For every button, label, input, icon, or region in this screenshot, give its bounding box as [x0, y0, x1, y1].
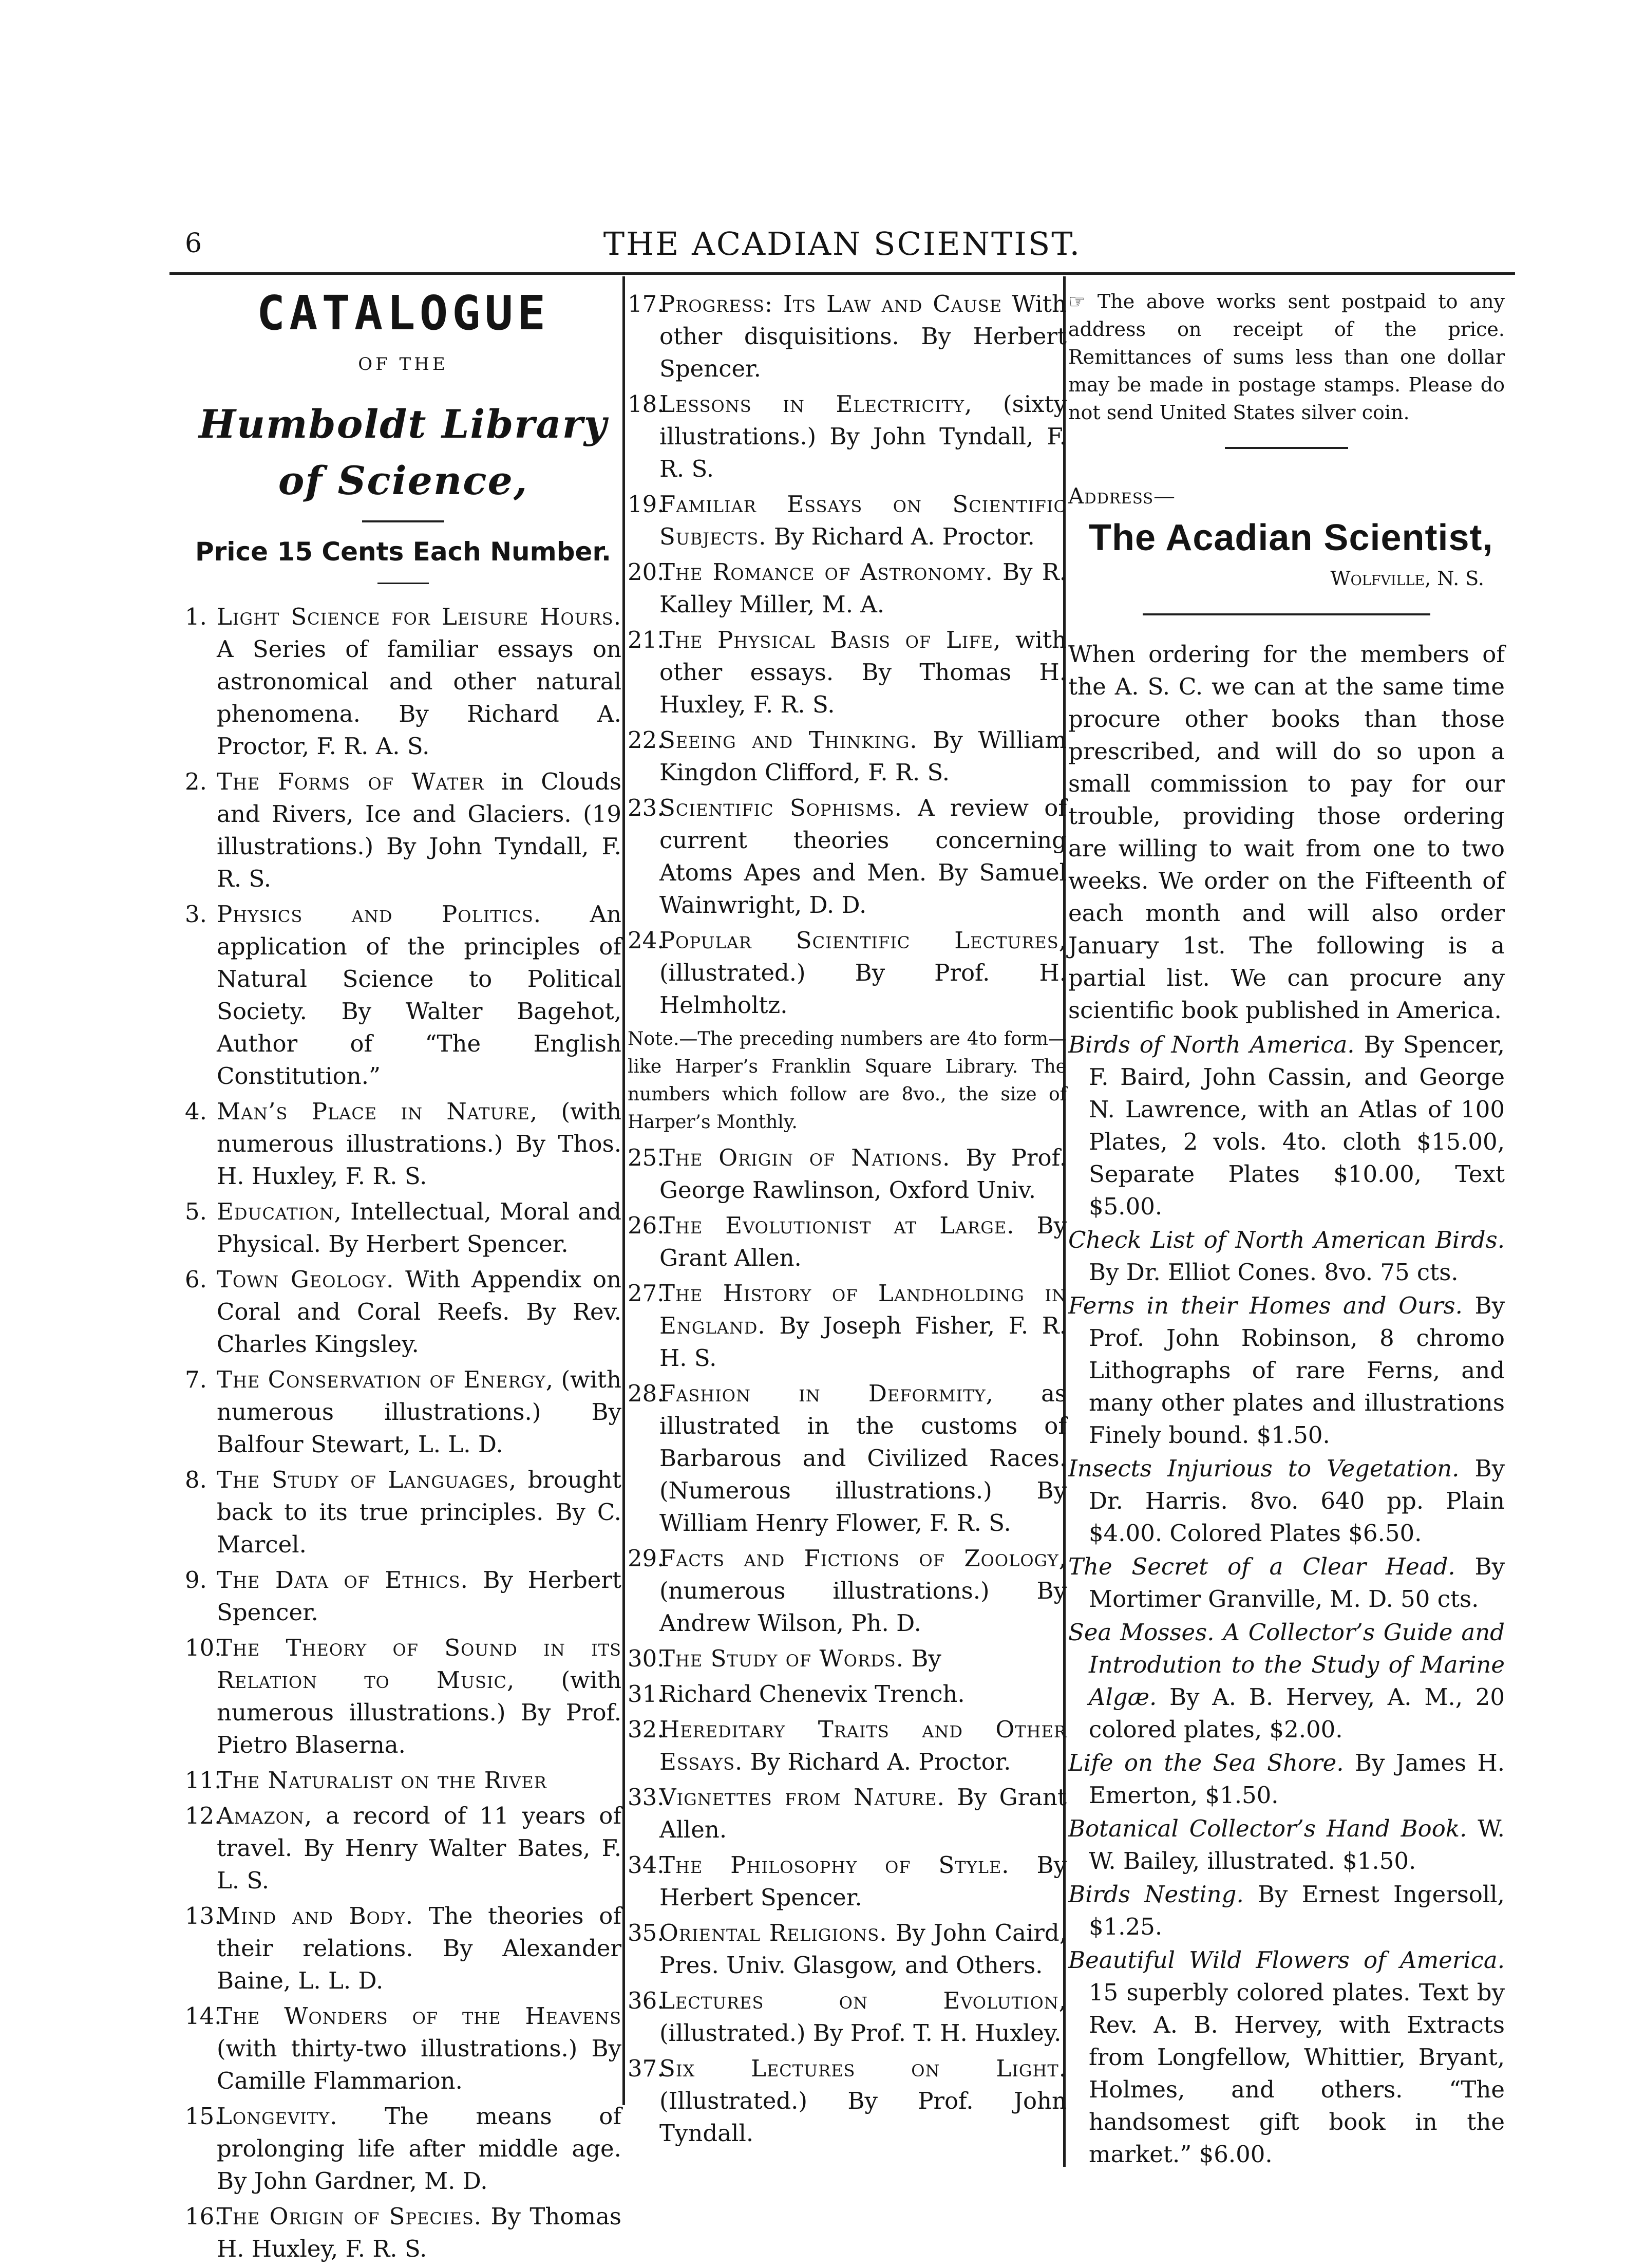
- entry-description: By Thomas H. Huxley, F. R. S.: [217, 2203, 622, 2262]
- book-title: Sea Mosses. A Collector’s Guide and Introdution to the Study of Marine Algæ.: [1068, 1619, 1505, 1711]
- entry-number: 35.: [628, 1919, 665, 1946]
- entry-description: in Clouds and Rivers, Ice and Glaciers. (19 illustrations.) By John Tyndall, F. R. S.: [217, 768, 621, 892]
- entry-number: 16.: [185, 2203, 222, 2230]
- book-entry: [1068, 1550, 1505, 1615]
- entry-title: The Evolutionist at Large.: [659, 1212, 1015, 1239]
- entry-description: By John Caird, Pres. Univ. Glasgow, and Others.: [659, 1919, 1067, 1979]
- address-rule: [1143, 613, 1430, 615]
- entry-title: The Study of Words.: [659, 1645, 904, 1672]
- catalogue-entry: [185, 1764, 621, 1796]
- entry-description: An application of the principles of Natural Science to Political Society. By Walter Bagehot, Author of “The English Constitution.”: [217, 901, 621, 1090]
- entry-title: Town Geology.: [217, 1266, 394, 1293]
- entry-description: (with numerous illustrations.) By Prof. Pietro Blaserna.: [217, 1666, 621, 1758]
- title-rule: [362, 520, 444, 522]
- catalogue-list-1: [185, 601, 621, 2265]
- magazine-name: The Acadian Scientist,: [1089, 517, 1493, 558]
- entry-title: Longevity.: [217, 2103, 338, 2130]
- entry-number: 15.: [185, 2103, 222, 2130]
- entry-description: (numerous illustrations.) By Andrew Wilson, Ph. D.: [659, 1577, 1067, 1637]
- entry-number: 19.: [628, 491, 665, 518]
- catalogue-list-2b: [628, 1141, 1067, 2149]
- column-2: [628, 288, 1067, 2152]
- entry-title: Hereditary Traits and Other Essays.: [659, 1716, 1067, 1775]
- entry-description: as illustrated in the customs of Barbarous and Civilized Races. (Numerous illustrations.) By William Henry Flower, F. R. S.: [659, 1380, 1067, 1536]
- entry-description: By Richard A. Proctor.: [766, 523, 1035, 550]
- entry-description: Intellectual, Moral and Physical. By Herbert Spencer.: [217, 1198, 621, 1258]
- entry-number: 33.: [628, 1784, 665, 1811]
- header-rule: [169, 272, 1515, 275]
- book-entry: [1068, 1878, 1505, 1943]
- entry-number: 7.: [185, 1366, 207, 1393]
- book-details: By James H. Emerton, $1.50.: [1089, 1749, 1505, 1809]
- entry-title: Scientific Sophisms.: [659, 794, 902, 821]
- catalogue-entry: [628, 1209, 1067, 1274]
- entry-number: 23.: [628, 794, 665, 821]
- book-details: By A. B. Hervey, A. M., 20 colored plates, $2.00.: [1089, 1683, 1505, 1743]
- book-title: Birds of North America.: [1068, 1031, 1355, 1058]
- entry-description: The theories of their relations. By Alexander Baine, L. L. D.: [217, 1902, 621, 1994]
- entry-description: By William Kingdon Clifford, F. R. S.: [659, 726, 1067, 786]
- catalogue-entry: [628, 1678, 1067, 1710]
- entry-number: 27.: [628, 1280, 665, 1307]
- notice-rule: [1225, 447, 1348, 449]
- catalogue-entry: [185, 1632, 621, 1761]
- catalogue-entry: [185, 2100, 621, 2197]
- entry-description: By Grant Allen.: [659, 1212, 1067, 1271]
- entry-number: 21.: [628, 626, 665, 653]
- entry-number: 29.: [628, 1545, 665, 1572]
- entry-number: 3.: [185, 901, 207, 928]
- entry-title: The Naturalist on the River: [217, 1767, 547, 1794]
- entry-title: The Theory of Sound in its Relation to Music,: [217, 1634, 621, 1694]
- entry-title: The Physical Basis of Life,: [659, 626, 1001, 653]
- entry-description: (with numerous illustrations.) By Thos. H. Huxley, F. R. S.: [217, 1098, 621, 1190]
- catalogue-entry: [185, 898, 621, 1092]
- entry-description: (with numerous illustrations.) By Balfour Stewart, L. L. D.: [217, 1366, 621, 1458]
- column-3: [1068, 288, 1505, 2171]
- entry-title: Light Science for Leisure Hours.: [217, 603, 621, 630]
- book-list: [1068, 1028, 1505, 2170]
- book-details: By Dr. Elliot Cones. 8vo. 75 cts.: [1089, 1259, 1459, 1286]
- entry-number: 18.: [628, 390, 665, 418]
- entry-number: 30.: [628, 1645, 665, 1672]
- entry-title: Vignettes from Nature.: [659, 1784, 945, 1811]
- catalogue-entry: [628, 792, 1067, 921]
- entry-title: Lessons in Electricity,: [659, 390, 973, 418]
- catalogue-entry: [628, 556, 1067, 621]
- catalogue-entry: [628, 288, 1067, 385]
- catalogue-entry: [628, 2052, 1067, 2149]
- entry-number: 2.: [185, 768, 207, 795]
- entry-title: Fashion in Deformity,: [659, 1380, 994, 1407]
- book-details: By Ernest Ingersoll, $1.25.: [1089, 1881, 1505, 1940]
- entry-number: 4.: [185, 1098, 207, 1125]
- entry-description: (illustrated.) By Prof. T. H. Huxley.: [659, 2019, 1062, 2047]
- address-label: Address—: [1068, 483, 1176, 509]
- entry-description: With Appendix on Coral and Coral Reefs. By Rev. Charles Kingsley.: [217, 1266, 621, 1358]
- entry-description: By R. Kalley Miller, M. A.: [659, 558, 1067, 618]
- catalogue-entry: [185, 1900, 621, 1997]
- book-title: Ferns in their Homes and Ours.: [1068, 1292, 1463, 1319]
- entry-description: By Prof. George Rawlinson, Oxford Univ.: [659, 1144, 1067, 1204]
- book-entry: [1068, 1616, 1505, 1746]
- entry-title: Amazon,: [217, 1802, 313, 1829]
- book-entry: [1068, 1224, 1505, 1288]
- entry-number: 11.: [185, 1767, 222, 1794]
- book-details: W. W. Bailey, illustrated. $1.50.: [1089, 1815, 1505, 1875]
- catalogue-entry: [185, 1363, 621, 1460]
- entry-number: 20.: [628, 558, 665, 586]
- entry-title: Facts and Fictions of Zoology,: [659, 1545, 1067, 1572]
- entry-title: The Forms of Water: [217, 768, 484, 795]
- column-divider-1: [622, 276, 625, 2105]
- entry-description: (sixty illustrations.) By John Tyndall, F. R. S.: [659, 390, 1067, 482]
- entry-title: The Study of Languages,: [217, 1466, 517, 1493]
- catalogue-entry: [628, 1542, 1067, 1639]
- entry-number: 9.: [185, 1566, 207, 1594]
- book-details: By Spencer, F. Baird, John Cassin, and George N. Lawrence, with an Atlas of 100 Plates, 2 vols. 4to. cloth $15.00, Separate Plates $10.00, Text $5.00.: [1089, 1031, 1505, 1220]
- running-header: [169, 225, 1515, 266]
- entry-number: 14.: [185, 2002, 222, 2030]
- entry-number: 25.: [628, 1144, 665, 1171]
- entry-description: A Series of familiar essays on astronomical and other natural phenomena. By Richard A. Proctor, F. R. A. S.: [217, 635, 621, 760]
- catalogue-entry: [628, 1984, 1067, 2049]
- catalogue-entry: [185, 1263, 621, 1360]
- entry-title: The History of Landholding in England.: [659, 1280, 1067, 1339]
- catalogue-entry: [628, 388, 1067, 485]
- page-number: 6: [185, 228, 202, 259]
- entry-title: Progress: Its Law and Cause: [659, 290, 1002, 317]
- entry-title: Education,: [217, 1198, 342, 1225]
- entry-description: Richard Chenevix Trench.: [659, 1680, 965, 1708]
- book-entry: [1068, 1812, 1505, 1877]
- entry-number: 32.: [628, 1716, 665, 1743]
- entry-description: A review of current theories concerning Atoms Apes and Men. By Samuel Wainwright, D. D.: [659, 794, 1067, 919]
- catalogue-entry: [628, 1781, 1067, 1846]
- book-entry: [1068, 1944, 1505, 2170]
- catalogue-entry: [628, 1713, 1067, 1778]
- catalogue-list-2a: [628, 288, 1067, 1021]
- catalogue-entry: [185, 1800, 621, 1897]
- book-entry: [1068, 1452, 1505, 1549]
- entry-description: (with thirty-two illustrations.) By Camille Flammarion.: [217, 2035, 621, 2094]
- entry-description: with other essays. By Thomas H. Huxley, F. R. S.: [659, 626, 1067, 718]
- catalogue-entry: [628, 624, 1067, 721]
- catalogue-entry: [185, 1095, 621, 1192]
- entry-title: Lectures on Evolution,: [659, 1987, 1067, 2014]
- entry-title: The Origin of Species.: [217, 2203, 482, 2230]
- entry-number: 26.: [628, 1212, 665, 1239]
- postpaid-notice: ☞ The above works sent postpaid to any address on receipt of the price. Remittances of sums less than one dollar may be made in postage stamps. Please do not send United States silver coin.: [1068, 290, 1505, 424]
- book-entry: [1068, 1289, 1505, 1451]
- entry-description: (Illustrated.) By Prof. John Tyndall.: [659, 2087, 1067, 2147]
- catalogue-title: CATALOGUE: [256, 286, 550, 341]
- entry-number: 31.: [628, 1680, 665, 1708]
- entry-title: Seeing and Thinking.: [659, 726, 918, 754]
- book-title: The Secret of a Clear Head.: [1068, 1553, 1455, 1580]
- catalogue-entry: [185, 2200, 621, 2265]
- catalogue-entry: [185, 1564, 621, 1628]
- entry-title: The Conservation of Energy,: [217, 1366, 554, 1393]
- book-title: Life on the Sea Shore.: [1068, 1749, 1344, 1776]
- catalogue-entry: [185, 2000, 621, 2097]
- library-name: Humboldt Library of Science,: [199, 401, 608, 503]
- entry-number: 12.: [185, 1802, 222, 1829]
- book-title: Insects Injurious to Vegetation.: [1068, 1455, 1460, 1482]
- format-note: Note.—The preceding numbers are 4to form—like Harper’s Franklin Square Library. The numbers which follow are 8vo., the size of Harper’s Monthly.: [628, 1028, 1067, 1133]
- entry-number: 36.: [628, 1987, 665, 2014]
- entry-number: 24.: [628, 927, 665, 954]
- ordering-text: When ordering for the members of the A. S. C. we can at the same time procure other books than those prescribed, and will do so upon a small commission to pay for our trouble, providing those ordering are willing to wait from one to two weeks. We order on the Fifteenth of each month and will also order January 1st. The following is a partial list. We can procure any scientific book published in America.: [1068, 641, 1505, 1024]
- entry-number: 17.: [628, 290, 665, 317]
- book-title: Botanical Collector’s Hand Book.: [1068, 1815, 1467, 1842]
- entry-title: The Romance of Astronomy.: [659, 558, 993, 586]
- entry-number: 6.: [185, 1266, 207, 1293]
- entry-title: Oriental Religions.: [659, 1919, 887, 1946]
- entry-title: The Origin of Nations.: [659, 1144, 951, 1171]
- catalogue-entry: [628, 1377, 1067, 1539]
- catalogue-entry: [185, 765, 621, 895]
- entry-title: Familiar Essays on Scientific Subjects.: [659, 491, 1067, 550]
- book-entry: [1068, 1028, 1505, 1223]
- book-details: 15 superbly colored plates. Text by Rev. A. B. Hervey, with Extracts from Longfellow, Whittier, Bryant, Holmes, and others. “The handsomest gift book in the market.” $6.00.: [1089, 1979, 1505, 2168]
- catalogue-entry: [628, 724, 1067, 789]
- entry-title: The Philosophy of Style.: [659, 1851, 1010, 1879]
- catalogue-entry: [628, 488, 1067, 553]
- entry-number: 5.: [185, 1198, 207, 1225]
- entry-number: 37.: [628, 2055, 665, 2082]
- magazine-place: Wolfville, N. S.: [1330, 567, 1484, 590]
- catalogue-entry: [185, 1195, 621, 1260]
- entry-number: 1.: [185, 603, 207, 630]
- entry-title: Popular Scientific Lectures,: [659, 927, 1067, 954]
- entry-description: By Herbert Spencer.: [659, 1851, 1067, 1911]
- entry-description: a record of 11 years of travel. By Henry Walter Bates, F. L. S.: [217, 1802, 621, 1894]
- entry-number: 8.: [185, 1466, 207, 1493]
- entry-description: By Grant Allen.: [659, 1784, 1067, 1843]
- entry-description: The means of prolonging life after middle age. By John Gardner, M. D.: [217, 2103, 621, 2195]
- entry-description: By Joseph Fisher, F. R. H. S.: [659, 1312, 1067, 1372]
- book-title: Check List of North American Birds.: [1068, 1226, 1505, 1253]
- entry-description: brought back to its true principles. By C. Marcel.: [217, 1466, 621, 1558]
- entry-number: 34.: [628, 1851, 665, 1879]
- book-title: Beautiful Wild Flowers of America.: [1068, 1946, 1505, 1974]
- price-rule: [377, 583, 429, 584]
- of-the-label: OF THE: [358, 354, 448, 374]
- book-details: By Prof. John Robinson, 8 chromo Lithographs of rare Ferns, and many other plates and illustrations Finely bound. $1.50.: [1089, 1292, 1505, 1449]
- entry-title: Physics and Politics.: [217, 901, 542, 928]
- entry-description: (illustrated.) By Prof. H. Helmholtz.: [659, 959, 1067, 1019]
- entry-description: By Richard A. Proctor.: [743, 1748, 1011, 1775]
- entry-title: The Data of Ethics.: [217, 1566, 468, 1594]
- catalogue-entry: [628, 1849, 1067, 1914]
- book-title: Birds Nesting.: [1068, 1881, 1244, 1908]
- entry-number: 28.: [628, 1380, 665, 1407]
- column-1: [185, 288, 621, 2268]
- book-details: By Dr. Harris. 8vo. 640 pp. Plain $4.00. Colored Plates $6.50.: [1089, 1455, 1505, 1547]
- entry-description: By: [904, 1645, 941, 1672]
- running-head-title: THE ACADIAN SCIENTIST.: [603, 225, 1082, 263]
- entry-number: 10.: [185, 1634, 222, 1661]
- catalogue-entry: [185, 1464, 621, 1561]
- entry-title: Man’s Place in Nature,: [217, 1098, 538, 1125]
- entry-number: 13.: [185, 1902, 222, 1929]
- book-entry: [1068, 1747, 1505, 1811]
- book-details: By Mortimer Granville, M. D. 50 cts.: [1089, 1553, 1505, 1613]
- catalogue-entry: [628, 1141, 1067, 1206]
- entry-title: Mind and Body.: [217, 1902, 413, 1929]
- catalogue-entry: [628, 924, 1067, 1021]
- entry-description: By Herbert Spencer.: [217, 1566, 621, 1626]
- entry-number: 22.: [628, 726, 665, 754]
- entry-title: The Wonders of the Heavens: [217, 2002, 621, 2030]
- entry-description: With other disquisitions. By Herbert Spencer.: [659, 290, 1067, 382]
- catalogue-entry: [628, 1277, 1067, 1374]
- price-line: Price 15 Cents Each Number.: [195, 537, 611, 567]
- catalogue-entry: [628, 1642, 1067, 1675]
- catalogue-entry: [185, 601, 621, 762]
- entry-title: Six Lectures on Light.: [659, 2055, 1067, 2082]
- catalogue-entry: [628, 1917, 1067, 1981]
